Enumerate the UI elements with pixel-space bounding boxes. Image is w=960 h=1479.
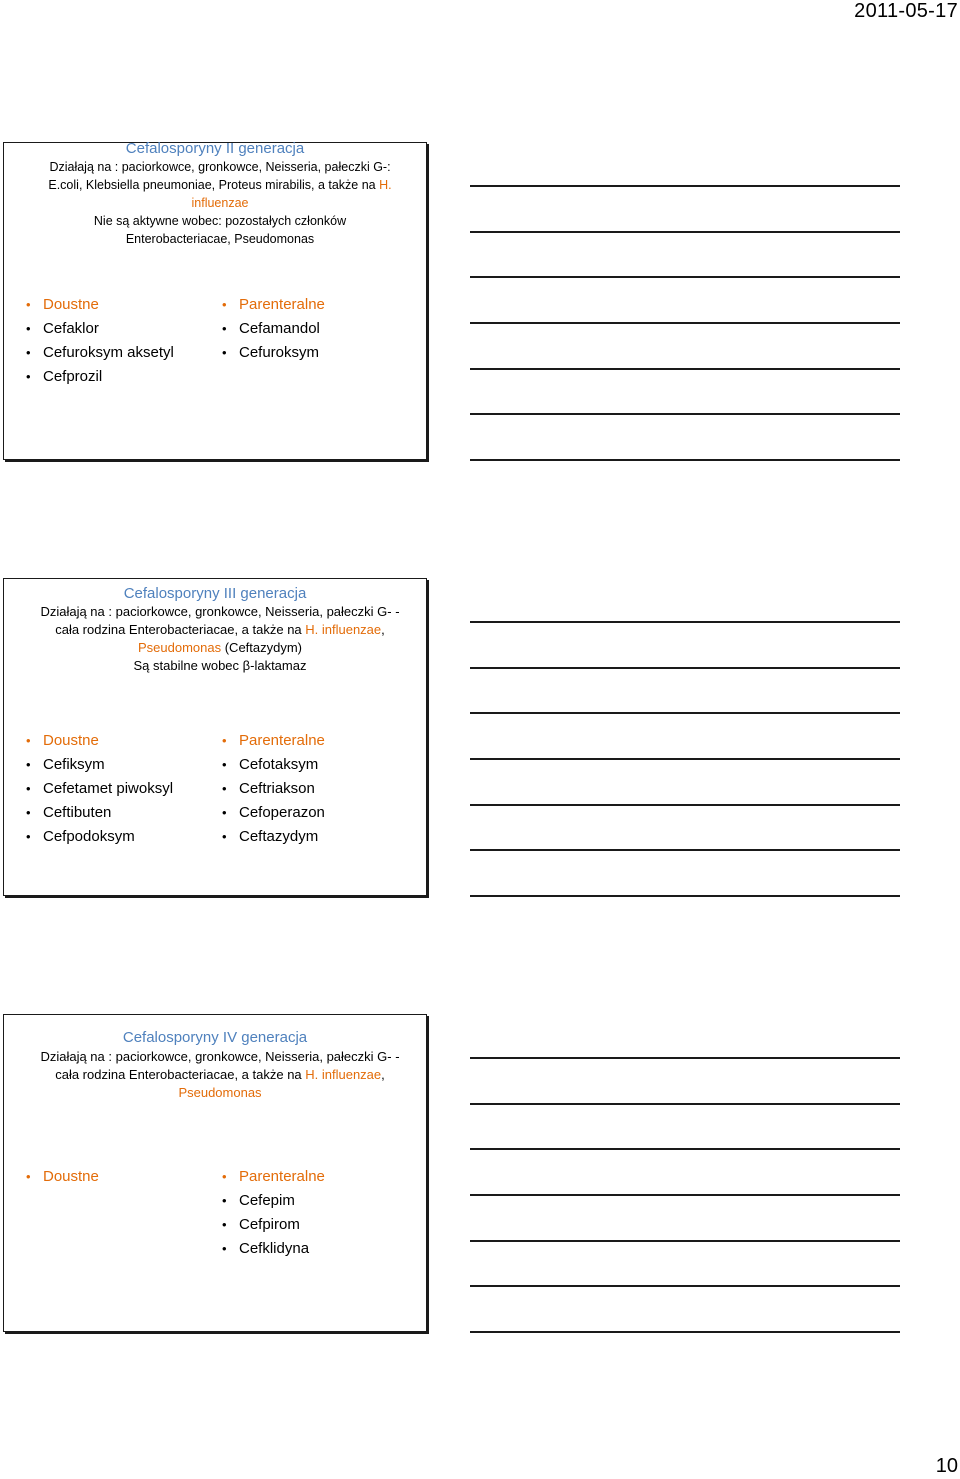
note-line [470, 459, 900, 461]
slide-body-line [24, 230, 416, 248]
list-item: • Cefpodoksym [26, 825, 173, 849]
column-heading: • Doustne [26, 1165, 99, 1189]
slide-body [24, 158, 416, 248]
slide-body-pre: Enterobacteriacae, Pseudomonas [125, 232, 315, 246]
note-line [470, 712, 900, 714]
list-item: • Cefoperazon [222, 801, 325, 825]
slide-body-line [24, 194, 416, 212]
right-column [222, 729, 325, 849]
column-heading: • Doustne [26, 293, 174, 317]
note-line [470, 413, 900, 415]
page-number: 10 [935, 1455, 958, 1477]
notes-lines-1 [470, 185, 900, 465]
slide-body-line [24, 158, 416, 176]
note-line [470, 1103, 900, 1105]
note-line [470, 895, 900, 897]
note-line [470, 185, 900, 187]
right-column [222, 1165, 325, 1261]
slide-body-line [24, 657, 416, 675]
slide-body-pre: Nie są aktywne wobec: pozostałych członków [93, 214, 347, 228]
slide-body-pre: Działają na : paciorkowce, gronkowce, Neisseria, pałeczki G- - [40, 1049, 400, 1064]
column-heading: • Parenteralne [222, 729, 325, 753]
list-item: • Ceftazydym [222, 825, 325, 849]
slide-body-hl: influenzae [191, 196, 249, 210]
left-column [26, 729, 173, 849]
slide-body-post: , [381, 622, 385, 637]
slide-body-hl: H. [379, 178, 392, 192]
note-line [470, 322, 900, 324]
list-item: • Cefprozil [26, 365, 174, 389]
slide-body-line [24, 1084, 416, 1102]
list-item: • Cefaklor [26, 317, 174, 341]
column-heading: • Parenteralne [222, 293, 325, 317]
list-item: • Cefamandol [222, 317, 325, 341]
slide-body-pre: Są stabilne wobec β-laktamaz [133, 658, 307, 673]
slide-body-line [24, 212, 416, 230]
slide-body-line [24, 1066, 416, 1084]
slide-title: Cefalosporyny IV generacja [122, 1029, 308, 1046]
slide-body-pre: cała rodzina Enterobacteriacae, a także na [55, 1067, 306, 1082]
list-item: • Cefuroksym aksetyl [26, 341, 174, 365]
left-column [26, 293, 174, 389]
slide-body [24, 603, 416, 675]
slide-body-pre: Działają na : paciorkowce, gronkowce, Neisseria, pałeczki G-: [49, 160, 391, 174]
slide-body-pre: cała rodzina Enterobacteriacae, a także na [55, 622, 306, 637]
list-item: • Cefetamet piwoksyl [26, 777, 173, 801]
note-line [470, 621, 900, 623]
slide-body-line [24, 603, 416, 621]
list-item: • Ceftibuten [26, 801, 173, 825]
note-line [470, 276, 900, 278]
note-line [470, 849, 900, 851]
slide-body-line [24, 621, 416, 639]
note-line [470, 1285, 900, 1287]
slide-body [24, 1048, 416, 1102]
page-date: 2011-05-17 [854, 0, 958, 22]
slide-2 [3, 578, 427, 896]
notes-lines-3 [470, 1057, 900, 1337]
note-line [470, 1194, 900, 1196]
slide-body-hl: Pseudomonas [137, 640, 222, 655]
slide-title: Cefalosporyny III generacja [123, 585, 307, 602]
notes-lines-2 [470, 621, 900, 901]
note-line [470, 1240, 900, 1242]
right-column [222, 293, 325, 365]
list-item: • Cefuroksym [222, 341, 325, 365]
note-line [470, 804, 900, 806]
slide-body-line [24, 639, 416, 657]
slide-3 [3, 1014, 427, 1332]
list-item: • Cefepim [222, 1189, 325, 1213]
slide-body-post: , [381, 1067, 385, 1082]
slide-body-line [24, 1048, 416, 1066]
note-line [470, 1331, 900, 1333]
slide-body-hl: Pseudomonas [178, 1085, 262, 1100]
slide-body-hl: H. influenzae [305, 1067, 382, 1082]
list-item: • Cefklidyna [222, 1237, 325, 1261]
column-heading: • Parenteralne [222, 1165, 325, 1189]
note-line [470, 1057, 900, 1059]
slide-body-pre: E.coli, Klebsiella pneumoniae, Proteus mirabilis, a także na [48, 178, 380, 192]
note-line [470, 231, 900, 233]
note-line [470, 1148, 900, 1150]
column-heading: • Doustne [26, 729, 173, 753]
slide-body-post: (Ceftazydym) [221, 640, 303, 655]
left-column [26, 1165, 99, 1189]
slide-title: Cefalosporyny II generacja [125, 140, 305, 157]
slide-body-hl: H. influenzae [305, 622, 382, 637]
note-line [470, 368, 900, 370]
note-line [470, 667, 900, 669]
list-item: • Cefotaksym [222, 753, 325, 777]
slide-body-pre: Działają na : paciorkowce, gronkowce, Neisseria, pałeczki G- - [40, 604, 400, 619]
slide-body-line [24, 176, 416, 194]
list-item: • Cefiksym [26, 753, 173, 777]
list-item: • Cefpirom [222, 1213, 325, 1237]
slide-1 [3, 142, 427, 460]
list-item: • Ceftriakson [222, 777, 325, 801]
note-line [470, 758, 900, 760]
